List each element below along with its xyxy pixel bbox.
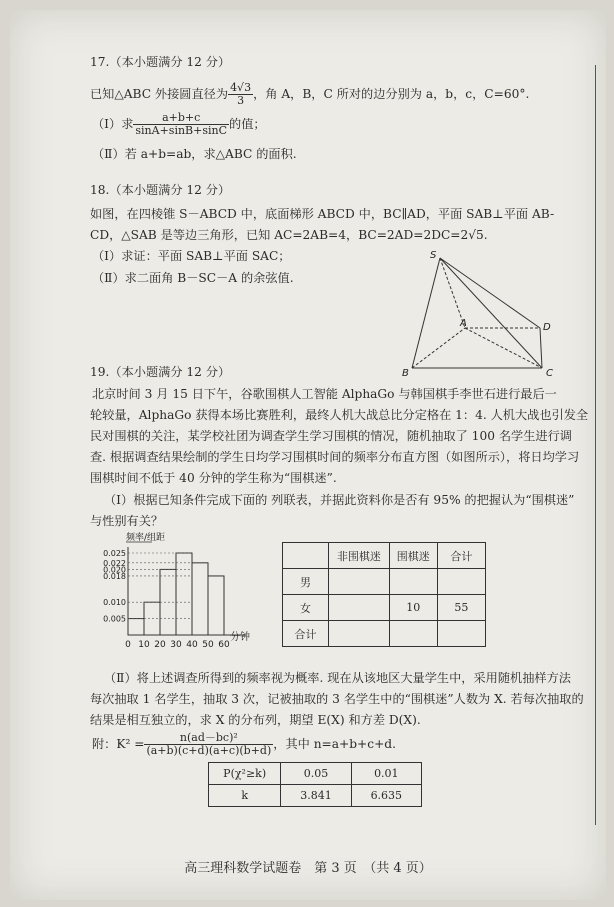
- x-tick-label: 20: [154, 640, 166, 650]
- edge-CD: [540, 328, 542, 368]
- edge-AC: [465, 328, 542, 368]
- ct-r0c0: 男: [283, 569, 329, 595]
- histogram-bar: [128, 619, 144, 635]
- q19-para-2: 轮较量，AlphaGo 获得本场比赛胜利，最终人机大战总比分定格在 1：4. 人机大战也引发全: [90, 408, 589, 422]
- q17-part1-b: 的值；: [229, 117, 266, 131]
- label-D: D: [543, 322, 551, 333]
- histogram-bar: [192, 563, 208, 635]
- q19-part2-1: （Ⅱ）将上述调查所得到的频率视为概率. 现在从该地区大量学生中，采用随机抽样方法: [104, 671, 571, 685]
- ct-h1: 非围棋迷: [329, 543, 390, 569]
- q19-para-1: 北京时间 3 月 15 日下午，谷歌围棋人工智能 AlphaGo 与韩国棋手李世石进行最后一: [92, 387, 557, 401]
- x-tick-label: 0: [125, 640, 131, 650]
- y-tick-label: 0.005: [103, 614, 126, 624]
- histogram-chart: [80, 528, 280, 663]
- q17-part1: [92, 112, 266, 137]
- ct-h3: 合计: [437, 543, 485, 569]
- x-tick-label: 60: [218, 640, 230, 650]
- table-row: [209, 785, 422, 807]
- contingency-header-row: [283, 543, 486, 569]
- q17-line1: [90, 82, 529, 107]
- ct-h2: 围棋迷: [389, 543, 437, 569]
- y-tick-label: 0.018: [103, 571, 126, 581]
- q18-header: 18.（本小题满分 12 分）: [90, 183, 231, 197]
- cv-r1c2: 6.635: [351, 785, 421, 807]
- critical-value-table: [208, 762, 422, 807]
- ct-r1c2: 10: [389, 595, 437, 621]
- q19-para-5: 围棋时间不低于 40 分钟的学生称为“围棋迷”.: [90, 471, 337, 485]
- q17-header: 17.（本小题满分 12 分）: [90, 55, 231, 69]
- q19-para-4: 查. 根据调查结果绘制的学生日均学习围棋时间的频率分布直方图（如图所示），将日均学习: [90, 450, 580, 464]
- contingency-table: [282, 542, 486, 647]
- x-tick-label: 50: [202, 640, 214, 650]
- q17-part1-fraction: [133, 112, 229, 137]
- pyramid-figure: [400, 246, 560, 376]
- table-row: [283, 569, 486, 595]
- q18-line1: 如图，在四棱锥 S－ABCD 中，底面梯形 ABCD 中，BC∥AD，平面 SAB⊥平面 AB-: [90, 207, 555, 221]
- q18-part2: （Ⅱ）求二面角 B－SC－A 的余弦值.: [92, 271, 294, 285]
- ct-r2c1: [329, 621, 390, 647]
- ct-r1c3: 55: [437, 595, 485, 621]
- q19-header: 19.（本小题满分 12 分）: [90, 365, 231, 379]
- cv-r0c0: P(χ²≥k): [209, 763, 281, 785]
- table-row: [283, 621, 486, 647]
- q19-part1-2: 与性别有关？: [90, 514, 164, 528]
- ct-r0c3: [437, 569, 485, 595]
- q19-appendix: [92, 732, 396, 757]
- x-tick-label: 30: [170, 640, 182, 650]
- cv-r1c1: 3.841: [281, 785, 351, 807]
- margin-line: [595, 65, 596, 825]
- q17-line1-b: ，角 A，B，C 所对的边分别为 a，b，c，C=60°.: [253, 87, 530, 101]
- label-B: B: [402, 368, 409, 376]
- ct-r1c1: [329, 595, 390, 621]
- ct-r2c0: 合计: [283, 621, 329, 647]
- label-S: S: [430, 250, 437, 261]
- ct-r0c2: [389, 569, 437, 595]
- q19-part1-1: （Ⅰ）根据已知条件完成下面的 列联表，并据此资料你是否有 95% 的把握认为“围棋迷”: [104, 493, 575, 507]
- k2-den: (a+b)(c+d)(a+c)(b+d): [146, 744, 272, 757]
- y-tick-label: 0.025: [103, 549, 126, 558]
- q17-line1-a: 已知△ABC 外接圆直径为: [90, 87, 229, 101]
- q19-para-3: 民对围棋的关注，某学校社团为调查学生学习围棋的情况，随机抽取了 100 名学生进行调: [90, 429, 572, 443]
- histogram-bar: [208, 576, 224, 635]
- x-tick-label: 10: [138, 640, 150, 650]
- histogram-bar: [176, 553, 192, 635]
- appendix-suffix: ，其中 n=a+b+c+d.: [273, 737, 396, 751]
- q19-part2-2: 每次抽取 1 名学生，抽取 3 次，记被抽取的 3 名学生中的“围棋迷”人数为 X. 若每次抽取的: [90, 692, 584, 706]
- q17-radius-den: 3: [237, 94, 245, 107]
- q17-radius-num: 4√3: [230, 81, 252, 94]
- x-tick-label: 40: [186, 640, 198, 650]
- histogram-ylabel: 频率/组距: [126, 533, 166, 543]
- page-footer: 高三理科数学试题卷 第 3 页 （共 4 页）: [184, 861, 432, 876]
- edge-AB: [412, 328, 465, 368]
- q17-part2: （Ⅱ）若 a+b=ab，求△ABC 的面积.: [92, 147, 297, 161]
- q17-part1-num: a+b+c: [133, 112, 229, 125]
- q17-part1-den: sinA+sinB+sinC: [135, 124, 228, 137]
- y-tick-label: 0.022: [103, 558, 126, 568]
- k2-num: n(ad－bc)²: [144, 732, 273, 745]
- cv-r1c0: k: [209, 785, 281, 807]
- exam-page: [10, 10, 606, 900]
- ct-r1c0: 女: [283, 595, 329, 621]
- ct-r2c3: [437, 621, 485, 647]
- q18-line2: CD，△SAB 是等边三角形，已知 AC=2AB=4，BC=2AD=2DC=2√5.: [90, 228, 488, 242]
- q17-part1-a: （Ⅰ）求: [92, 117, 134, 131]
- q18-part1: （Ⅰ）求证：平面 SAB⊥平面 SAC；: [92, 249, 291, 263]
- histogram-xlabel: 分钟: [230, 632, 250, 643]
- cv-r0c1: 0.05: [281, 763, 351, 785]
- ct-r0c1: [329, 569, 390, 595]
- appendix-prefix: 附：K² =: [92, 737, 145, 751]
- q19-part2-3: 结果是相互独立的，求 X 的分布列，期望 E(X) 和方差 D(X).: [90, 713, 421, 727]
- cv-r0c2: 0.01: [351, 763, 421, 785]
- edge-SB: [412, 258, 440, 368]
- edge-SD: [440, 258, 540, 328]
- table-row: [283, 595, 486, 621]
- ct-h0: [283, 543, 329, 569]
- q17-radius-fraction: [228, 82, 253, 107]
- y-tick-label: 0.020: [103, 565, 126, 575]
- table-row: [209, 763, 422, 785]
- k2-fraction: [144, 732, 273, 757]
- y-tick-label: 0.010: [103, 598, 126, 608]
- label-A: A: [460, 318, 467, 329]
- edge-SC: [440, 258, 542, 368]
- label-C: C: [546, 368, 553, 376]
- ct-r2c2: [389, 621, 437, 647]
